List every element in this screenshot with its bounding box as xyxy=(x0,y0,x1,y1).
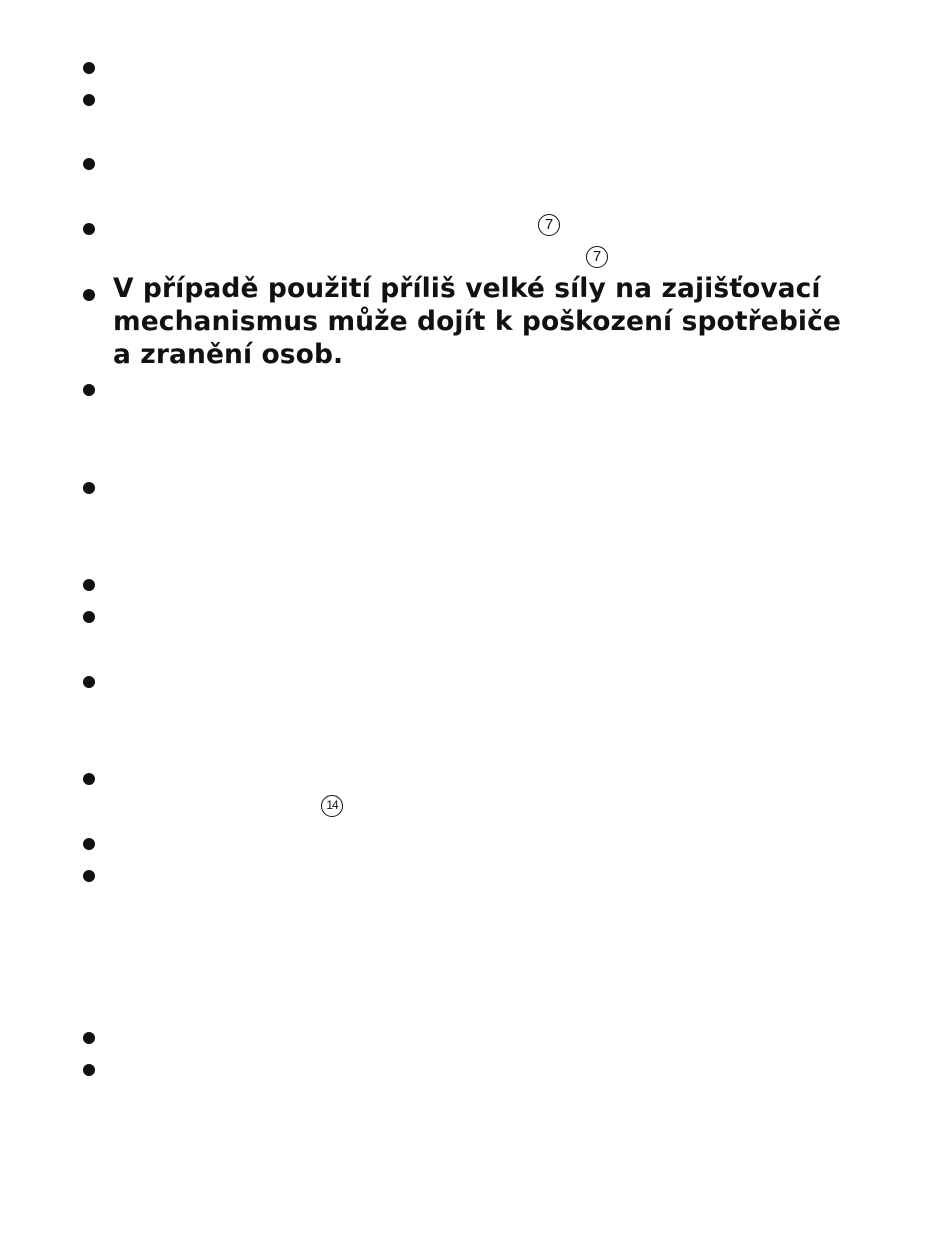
bullet-point xyxy=(83,384,95,396)
bullet-point xyxy=(83,223,95,235)
figure-reference-7: 7 xyxy=(586,246,608,268)
warning-paragraph xyxy=(113,272,903,371)
figure-reference-14: 14 xyxy=(321,795,343,817)
bullet-point xyxy=(83,62,95,74)
bullet-point xyxy=(83,94,95,106)
warning-line: mechanismus může dojít k poškození spotřebiče xyxy=(113,306,841,337)
bullet-point xyxy=(83,611,95,623)
bullet-point xyxy=(83,289,95,301)
warning-line: a zranění osob. xyxy=(113,339,344,370)
bullet-point xyxy=(83,1032,95,1044)
bullet-point xyxy=(83,158,95,170)
bullet-point xyxy=(83,482,95,494)
bullet-point xyxy=(83,773,95,785)
bullet-point xyxy=(83,838,95,850)
figure-reference-7: 7 xyxy=(538,214,560,236)
bullet-point xyxy=(83,676,95,688)
warning-line: V případě použití příliš velké síly na zajišťovací xyxy=(113,273,821,304)
bullet-point xyxy=(83,870,95,882)
bullet-point xyxy=(83,1064,95,1076)
bullet-point xyxy=(83,579,95,591)
